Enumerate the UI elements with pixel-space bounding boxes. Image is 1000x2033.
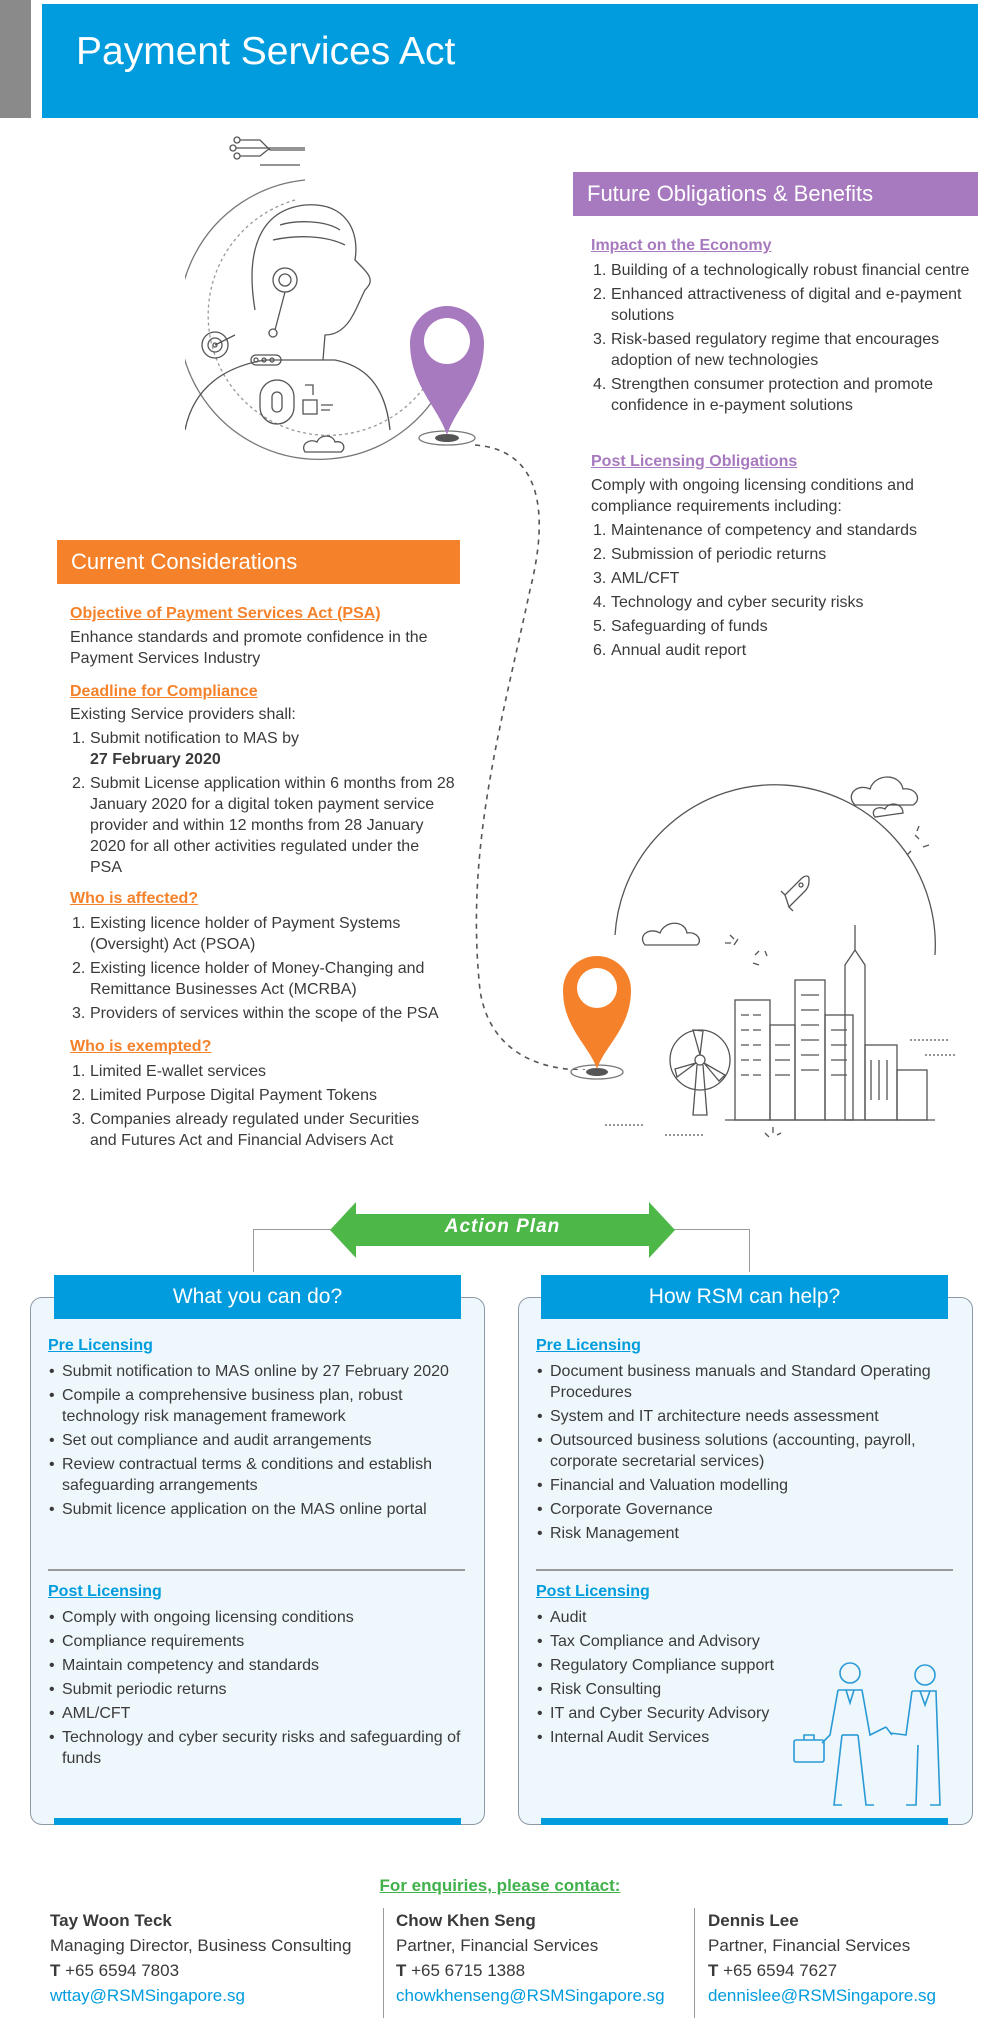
list-item: 1. Existing licence holder of Payment Systems (Oversight) Act (PSOA): [72, 915, 401, 953]
list-item: • Compliance requirements: [48, 1631, 473, 1652]
list-item: 2. Submission of periodic returns: [593, 546, 827, 563]
handshake-illustration: [790, 1655, 955, 1815]
rsm-post-licensing-heading: Post Licensing: [536, 1583, 650, 1600]
rsm-pre-licensing-list: [536, 1361, 961, 1547]
contact-role: Partner, Financial Services: [396, 1936, 599, 1955]
contact-role: Managing Director, Business Consulting: [50, 1936, 352, 1955]
list-item: • Document business manuals and Standard Operating Procedures: [536, 1361, 961, 1403]
post-licensing-intro: Comply with ongoing licensing conditions and compliance requirements including:: [591, 477, 914, 515]
divider: [536, 1569, 953, 1571]
wycd-pre-licensing-list: [48, 1361, 473, 1523]
purple-location-pin-icon: [400, 295, 490, 450]
contact-email-link[interactable]: chowkhenseng@RSMSingapore.sg: [396, 1986, 665, 2005]
action-plan-label: Action Plan: [444, 1216, 561, 1237]
list-item: • Audit: [536, 1607, 806, 1628]
list-item: • Outsourced business solutions (accounting, payroll, corporate secretarial services): [536, 1430, 961, 1472]
list-item: 3. Risk-based regulatory regime that encourages adoption of new technologies: [593, 331, 940, 369]
rsm-pre-licensing-heading: Pre Licensing: [536, 1337, 641, 1354]
affected-heading: Who is affected?: [70, 890, 199, 907]
list-item: 1. Submit notification to MAS by 27 February 2020: [72, 730, 299, 768]
contact-card: [708, 1908, 936, 2008]
list-item: 1. Maintenance of competency and standards: [593, 522, 917, 539]
page-title: Payment Services Act: [76, 30, 456, 73]
wycd-pre-licensing-heading: Pre Licensing: [48, 1337, 153, 1354]
list-item: 1. Building of a technologically robust financial centre: [593, 262, 970, 279]
list-item: • Set out compliance and audit arrangements: [48, 1430, 473, 1451]
contact-card: [50, 1908, 351, 2008]
post-licensing-obligations-heading: Post Licensing Obligations: [591, 453, 798, 470]
contact-name: Chow Khen Seng: [396, 1911, 536, 1930]
list-item: • Submit notification to MAS online by 27 February 2020: [48, 1361, 473, 1382]
list-item: • Submit periodic returns: [48, 1679, 473, 1700]
cloud-icon: [851, 777, 917, 817]
objective-heading: Objective of Payment Services Act (PSA): [70, 605, 381, 622]
panel-bottom-bar: [541, 1818, 948, 1825]
list-item: • Compile a comprehensive business plan, robust technology risk management framework: [48, 1385, 473, 1427]
what-you-can-do-header: What you can do?: [54, 1275, 461, 1319]
impact-economy-list: [591, 260, 971, 419]
future-obligations-header: Future Obligations & Benefits: [573, 172, 978, 216]
list-item: • Review contractual terms & conditions and establish safeguarding arrangements: [48, 1454, 473, 1496]
wycd-post-licensing-heading: Post Licensing: [48, 1583, 162, 1600]
list-item: 3. AML/CFT: [593, 570, 680, 587]
rocket-icon: [781, 876, 809, 911]
how-rsm-can-help-header: How RSM can help?: [541, 1275, 948, 1319]
list-item: 2. Enhanced attractiveness of digital and e-payment solutions: [593, 286, 962, 324]
contact-card: [396, 1908, 665, 2008]
list-item: 1. Limited E-wallet services: [72, 1063, 267, 1080]
contact-phone: T +65 6594 7803: [50, 1961, 180, 1980]
wind-turbine-icon: [670, 1030, 730, 1115]
list-item: 3. Companies already regulated under Securities and Futures Act and Financial Advisers Act: [72, 1111, 420, 1149]
list-item: • System and IT architecture needs assessment: [536, 1406, 961, 1427]
list-item: • Risk Consulting: [536, 1679, 806, 1700]
list-item: • IT and Cyber Security Advisory: [536, 1703, 806, 1724]
contact-phone: T +65 6715 1388: [396, 1961, 526, 1980]
list-item: • Risk Management: [536, 1523, 961, 1544]
list-item: 4. Technology and cyber security risks: [593, 594, 864, 611]
list-item: 2. Submit License application within 6 months from 28 January 2020 for a digital token payment service provider and within 12 months from 28 January 2020 for all other activities regulated under the PSA: [72, 775, 455, 876]
list-item: • Technology and cyber security risks and safeguarding of funds: [48, 1727, 473, 1769]
impact-economy-heading: Impact on the Economy: [591, 237, 772, 254]
list-item: 5. Safeguarding of funds: [593, 618, 768, 635]
panel-bottom-bar: [54, 1818, 461, 1825]
list-item: • Corporate Governance: [536, 1499, 961, 1520]
divider: [48, 1569, 465, 1571]
deadline-list: [70, 728, 455, 881]
enquiries-heading: For enquiries, please contact:: [379, 1876, 621, 1895]
exempted-heading: Who is exempted?: [70, 1038, 212, 1055]
list-item: • Tax Compliance and Advisory: [536, 1631, 806, 1652]
contact-phone: T +65 6594 7627: [708, 1961, 838, 1980]
contact-role: Partner, Financial Services: [708, 1936, 911, 1955]
city-skyline-illustration: [605, 755, 955, 1145]
list-item: 4. Strengthen consumer protection and promote confidence in e-payment solutions: [593, 376, 933, 414]
list-item: • AML/CFT: [48, 1703, 473, 1724]
rsm-post-licensing-list: [536, 1607, 806, 1751]
contact-name: Dennis Lee: [708, 1911, 799, 1930]
list-item: 2. Limited Purpose Digital Payment Tokens: [72, 1087, 377, 1104]
list-item: 3. Providers of services within the scope of the PSA: [72, 1005, 439, 1022]
list-item: • Maintain competency and standards: [48, 1655, 473, 1676]
list-item: • Financial and Valuation modelling: [536, 1475, 961, 1496]
deadline-intro: Existing Service providers shall:: [70, 706, 296, 723]
circuit-icon: [230, 137, 305, 165]
contact-email-link[interactable]: dennislee@RSMSingapore.sg: [708, 1986, 936, 2005]
list-item: • Internal Audit Services: [536, 1727, 806, 1748]
contact-name: Tay Woon Teck: [50, 1911, 172, 1930]
exempted-list: [70, 1061, 450, 1154]
objective-text: Enhance standards and promote confidence in the Payment Services Industry: [70, 629, 428, 667]
wycd-post-licensing-list: [48, 1607, 473, 1772]
current-considerations-header: Current Considerations: [57, 540, 460, 584]
header-accent: [0, 0, 31, 118]
divider: [694, 1908, 695, 2018]
list-item: • Submit licence application on the MAS online portal: [48, 1499, 473, 1520]
divider: [383, 1908, 384, 2018]
contact-email-link[interactable]: wttay@RSMSingapore.sg: [50, 1986, 245, 2005]
affected-list: [70, 913, 460, 1027]
list-item: 6. Annual audit report: [593, 642, 747, 659]
list-item: • Comply with ongoing licensing conditions: [48, 1607, 473, 1628]
post-licensing-obligations-list: [591, 520, 971, 664]
list-item: • Regulatory Compliance support: [536, 1655, 806, 1676]
list-item: 2. Existing licence holder of Money-Changing and Remittance Businesses Act (MCRBA): [72, 960, 425, 998]
deadline-heading: Deadline for Compliance: [70, 683, 258, 700]
